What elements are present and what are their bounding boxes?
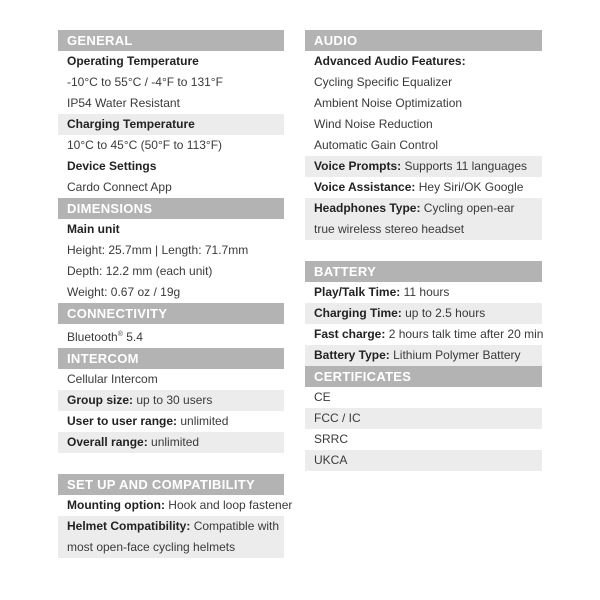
audio-feature-gain: Automatic Gain Control bbox=[314, 138, 439, 152]
helmet-compatibility: Helmet Compatibility: Compatible with most open-face cycling helmets bbox=[58, 516, 284, 558]
cellular-intercom: Cellular Intercom bbox=[67, 372, 158, 386]
dimensions-header: DIMENSIONS bbox=[58, 198, 284, 219]
group-size: Group size: up to 30 users bbox=[58, 390, 284, 411]
overall-range: Overall range: unlimited bbox=[58, 432, 284, 453]
voice-prompts: Voice Prompts: Supports 11 languages bbox=[305, 156, 542, 177]
certificate-fcc-ic: FCC / IC bbox=[305, 408, 542, 429]
right-column bbox=[305, 30, 542, 471]
device-settings-label: Device Settings bbox=[67, 159, 157, 173]
audio-feature-ambient: Ambient Noise Optimization bbox=[314, 96, 463, 110]
op-temp-value: -10°C to 55°C / -4°F to 131°F bbox=[67, 75, 223, 89]
certificate-ukca: UKCA bbox=[305, 450, 542, 471]
certificate-srrc: SRRC bbox=[314, 432, 349, 446]
headphones-type: Headphones Type: Cycling open-ear true wireless stereo headset bbox=[305, 198, 542, 240]
device-settings-value: Cardo Connect App bbox=[67, 180, 172, 194]
user-to-user-range: User to user range: unlimited bbox=[67, 414, 229, 428]
voice-assistance: Voice Assistance: Hey Siri/OK Google bbox=[314, 180, 524, 194]
charging-time: Charging Time: up to 2.5 hours bbox=[305, 303, 542, 324]
op-temp-label: Operating Temperature bbox=[67, 54, 199, 68]
main-unit-label: Main unit bbox=[67, 222, 120, 236]
mounting-option: Mounting option: Hook and loop fastener bbox=[67, 498, 293, 512]
setup-header: SET UP AND COMPATIBILITY bbox=[58, 474, 284, 495]
intercom-header: INTERCOM bbox=[58, 348, 284, 369]
bluetooth-version: Bluetooth® 5.4 bbox=[67, 330, 143, 344]
play-talk-time: Play/Talk Time: 11 hours bbox=[314, 285, 450, 299]
height-length: Height: 25.7mm | Length: 71.7mm bbox=[67, 243, 249, 257]
certificate-ce: CE bbox=[314, 390, 331, 404]
audio-header: AUDIO bbox=[305, 30, 542, 51]
certificates-header: CERTIFICATES bbox=[305, 366, 542, 387]
battery-type: Battery Type: Lithium Polymer Battery bbox=[305, 345, 542, 366]
connectivity-header: CONNECTIVITY bbox=[58, 303, 284, 324]
audio-feature-wind: Wind Noise Reduction bbox=[314, 117, 433, 131]
water-resistance: IP54 Water Resistant bbox=[67, 96, 180, 110]
audio-feature-eq: Cycling Specific Equalizer bbox=[314, 75, 453, 89]
depth: Depth: 12.2 mm (each unit) bbox=[67, 264, 213, 278]
audio-features-label: Advanced Audio Features: bbox=[314, 54, 466, 68]
general-header: GENERAL bbox=[58, 30, 284, 51]
charge-temp-label: Charging Temperature bbox=[58, 114, 284, 135]
left-column bbox=[58, 30, 293, 558]
weight: Weight: 0.67 oz / 19g bbox=[67, 285, 181, 299]
battery-header: BATTERY bbox=[305, 261, 542, 282]
charge-temp-value: 10°C to 45°C (50°F to 113°F) bbox=[67, 138, 223, 152]
fast-charge: Fast charge: 2 hours talk time after 20 min bbox=[314, 327, 544, 341]
